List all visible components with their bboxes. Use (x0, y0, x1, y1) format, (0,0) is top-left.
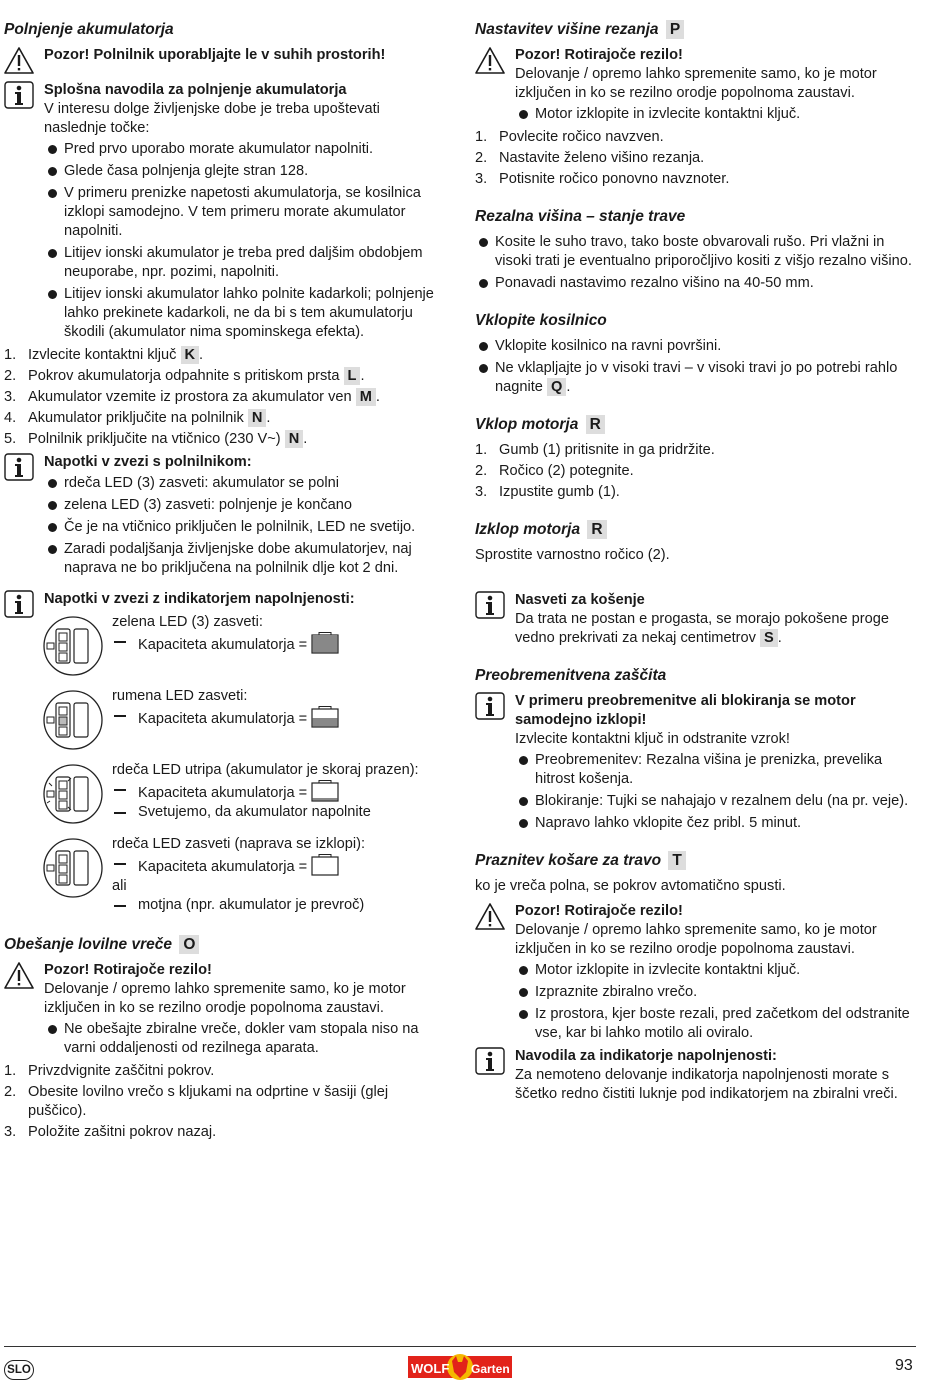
list-item: Izpraznite zbiralno vrečo. (515, 983, 915, 1002)
battery-icon (311, 706, 339, 728)
info-icon (475, 1047, 505, 1075)
height-warning (475, 46, 915, 124)
list-item: Ponavadi nastavimo rezalno višino na 40-50 mm. (475, 274, 915, 293)
left-column (4, 20, 446, 1160)
height-title-text: Nastavitev višine rezanja (475, 21, 659, 38)
step-text: Položite zašitni pokrov nazaj. (28, 1124, 217, 1140)
tips-section (475, 591, 915, 648)
step-text: Akumulator priključite na polnilnik (28, 410, 244, 426)
step-text: Pokrov akumulatorja odpahnite s pritiskom prsta (28, 368, 340, 384)
warning-icon (4, 46, 34, 74)
step-number: 3. (475, 484, 488, 500)
bag-steps (4, 1062, 446, 1142)
step-end: . (199, 347, 204, 363)
step-number: 1. (475, 129, 488, 145)
list-item: Ne obešajte zbiralne vreče, dokler vam stopala niso na varni oddaljenosti od rezilnega aparata. (44, 1020, 446, 1058)
wolf-garten-logo (408, 1352, 512, 1382)
list-item: Napravo lahko vklopite čez pribl. 5 minut. (515, 814, 915, 833)
step-text: Polnilnik priključite na vtičnico (230 V~) (28, 431, 281, 447)
motor-on-steps (475, 441, 915, 502)
general-intro: V interesu dolge življenjske dobe je treba upoštevati naslednje točke: (44, 101, 380, 136)
battery-icon (311, 854, 339, 876)
step-text: Obesite lovilno vrečo s kljukami na odprtine v šasiji (glej puščico). (28, 1084, 389, 1119)
warning-title: Pozor! Rotirajoče rezilo! (44, 962, 212, 978)
step-number: 3. (4, 389, 17, 405)
tips-text: Da trata ne postan e progasta, se morajo pokošene proge vedno prekrivati za nekaj centimetrov (515, 611, 890, 646)
fill-indicator-title: Navodila za indikatorje napolnjenosti: (515, 1048, 777, 1064)
empty-bag-section (475, 851, 915, 1104)
step-text: Privzdvignite zaščitni pokrov. (28, 1063, 215, 1079)
figure-badge: O (179, 935, 199, 954)
charging-section (4, 20, 446, 917)
warning-title: Pozor! Rotirajoče rezilo! (515, 47, 683, 63)
step-end: . (266, 410, 271, 426)
step-number: 3. (4, 1124, 17, 1140)
indicator-line-text: Kapaciteta akumulatorja = (138, 785, 308, 801)
list-item: Litijev ionski akumulator je treba pred daljšim obdobjem neuporabe, npr. pozimi, napolniti. (44, 244, 446, 282)
bag-title (4, 935, 446, 955)
step-end: . (360, 368, 365, 384)
indicator-line (112, 780, 446, 803)
charging-warning (4, 46, 446, 65)
list-item: Blokiranje: Tujki se nahajajo v rezalnem delu (na pr. veje). (515, 792, 915, 811)
list-item (475, 149, 915, 168)
tips-note (475, 591, 915, 648)
cut-height-bullets (475, 233, 915, 293)
list-item (475, 462, 915, 481)
general-bullets (44, 140, 446, 342)
info-icon (475, 591, 505, 619)
figure-badge: T (668, 851, 685, 870)
list-item: Pred prvo uporabo morate akumulator napolniti. (44, 140, 446, 159)
list-item: Zaradi podaljšanja življenjske dobe akumulatorjev, naj naprava ne bo priključena na polnilnik dlje kot 2 dni. (44, 540, 446, 578)
tips-title: Nasveti za košenje (515, 592, 645, 608)
battery-icon (311, 632, 339, 654)
warning-text: Delovanje / opremo lahko spremenite samo, ko je motor izključen in ko se rezilno orodje popolnoma zaustavi. (44, 981, 406, 1016)
step-number: 2. (4, 1084, 17, 1100)
figure-badge: S (760, 629, 778, 647)
engage-title: Vklopite kosilnico (475, 312, 607, 329)
step-number: 3. (475, 171, 488, 187)
svg-text:WOLF: WOLF (411, 1361, 450, 1376)
list-item: Motor izklopite in izvlecite kontaktni ključ. (515, 105, 915, 124)
indicator-line (112, 854, 446, 877)
fill-indicator-note (475, 1047, 915, 1104)
motor-on-title-text: Vklop motorja (475, 416, 579, 433)
step-text: Izpustite gumb (1). (499, 484, 620, 500)
step-number: 1. (4, 347, 17, 363)
charger-bullets (44, 474, 446, 578)
charger-note-title: Napotki v zvezi s polnilnikom: (44, 454, 252, 470)
warning-icon (475, 46, 505, 74)
step-number: 2. (4, 368, 17, 384)
info-icon (475, 692, 505, 720)
indicator-line (112, 632, 446, 655)
cut-height-section (475, 207, 915, 293)
battery-icon (311, 780, 339, 802)
step-number: 2. (475, 150, 488, 166)
motor-off-title (475, 520, 915, 540)
step-text: Gumb (1) pritisnite in ga pridržite. (499, 442, 715, 458)
step-end: . (303, 431, 308, 447)
figure-badge: N (285, 430, 304, 448)
warning-text: Delovanje / opremo lahko spremenite samo, ko je motor izključen in ko se rezilno orodje popolnoma zaustavi. (515, 66, 877, 101)
height-steps (475, 128, 915, 189)
indicator-heading: rumena LED zasveti: (112, 688, 248, 704)
list-item: Preobremenitev: Rezalna višina je prenizka, prevelika hitrost košenja. (515, 751, 915, 789)
charge-indicator-icon (42, 689, 104, 751)
step-text: Ročico (2) potegnite. (499, 463, 634, 479)
list-item: zelena LED (3) zasveti: polnjenje je končano (44, 496, 446, 515)
figure-badge: Q (547, 378, 566, 396)
indicator-heading: rdeča LED utripa (akumulator je skoraj prazen): (112, 762, 419, 778)
list-item: Motor izklopite in izvlecite kontaktni ključ. (515, 961, 915, 980)
indicator-row (4, 613, 446, 687)
list-item: Glede časa polnjenja glejte stran 128. (44, 162, 446, 181)
list-item: Če je na vtičnico priključen le polnilnik, LED ne svetijo. (44, 518, 446, 537)
warning-title: Pozor! Rotirajoče rezilo! (515, 903, 683, 919)
figure-badge: R (587, 520, 606, 539)
list-item: Vklopite kosilnico na ravni površini. (475, 337, 915, 356)
height-bullets (515, 105, 915, 124)
step-number: 4. (4, 410, 17, 426)
list-item (4, 409, 446, 428)
bullet-text: Ne vklapljajte jo v visoki travi – v visoki travi jo po potrebi rahlo nagnite (495, 360, 898, 395)
bag-warning (4, 961, 446, 1058)
figure-badge: K (181, 346, 200, 364)
list-item: rdeča LED (3) zasveti: akumulator se polni (44, 474, 446, 493)
step-text: Nastavite želeno višino rezanja. (499, 150, 705, 166)
list-item (4, 1062, 446, 1081)
info-icon (4, 453, 34, 481)
list-item: V primeru prenizke napetosti akumulatorja, se kosilnica izklopi samodejno. V tem primeru morate akumulator napolniti. (44, 184, 446, 241)
indicator-heading: rdeča LED zasveti (naprava se izklopi): (112, 836, 366, 852)
figure-badge: R (586, 415, 605, 434)
bag-title-text: Obešanje lovilne vreče (4, 936, 173, 953)
bag-bullets (44, 1020, 446, 1058)
indicator-line-text: Kapaciteta akumulatorja = (138, 859, 308, 875)
empty-bag-title-text: Praznitev košare za travo (475, 852, 662, 869)
indicator-note (4, 590, 446, 609)
motor-off-text: Sprostite varnostno ročico (2). (475, 547, 670, 563)
list-item: Litijev ionski akumulator lahko polnite kadarkoli; polnjenje lahko prekinete kadarkoli, ne da bi s tem akumulatorju škodili (akumulator nima spominskega efekta). (44, 285, 446, 342)
list-item (475, 170, 915, 189)
list-item (4, 430, 446, 449)
fill-indicator-text: Za nemoteno delovanje indikatorja napolnjenosti morate s ščetko redno čistiti luknje pod indikatorjem na zbiralni vreči. (515, 1067, 898, 1102)
list-item (4, 388, 446, 407)
indicator-row (4, 761, 446, 835)
height-title (475, 20, 915, 40)
charger-note (4, 453, 446, 578)
charging-steps (4, 346, 446, 449)
charging-general-note (4, 81, 446, 342)
tips-text-wrap: Da trata ne postan e progasta, se morajo pokošene proge vedno prekrivati za nekaj centimetrov S . (515, 611, 890, 646)
info-icon (4, 81, 34, 109)
engage-bullets (475, 337, 915, 397)
indicator-row (4, 835, 446, 917)
overload-note-title: V primeru preobremenitve ali blokiranja se motor samodejno izklopi! (515, 693, 856, 728)
warning-icon (4, 961, 34, 989)
charging-warning-text: Pozor! Polnilnik uporabljajte le v suhih prostorih! (44, 47, 386, 63)
general-title: Splošna navodila za polnjenje akumulatorja (44, 82, 347, 98)
overload-note (475, 692, 915, 833)
empty-bag-title (475, 851, 915, 871)
charging-title: Polnjenje akumulatorja (4, 21, 174, 38)
motor-off-title-text: Izklop motorja (475, 521, 581, 538)
warning-text: Delovanje / opremo lahko spremenite samo, ko je motor izključen in ko se rezilno orodje popolnoma zaustavi. (515, 922, 877, 957)
step-text: Izvlecite kontaktni ključ (28, 347, 177, 363)
motor-on-title (475, 415, 915, 435)
svg-text:Garten: Garten (471, 1362, 510, 1376)
charge-indicator-icon (42, 837, 104, 899)
step-end: . (375, 389, 380, 405)
indicator-line: motjna (npr. akumulator je prevroč) (112, 896, 446, 915)
right-column (475, 20, 915, 1122)
indicator-note-title: Napotki v zvezi z indikatorjem napolnjenosti: (44, 591, 355, 607)
indicator-list (4, 613, 446, 917)
page-number: 93 (895, 1357, 913, 1374)
charge-indicator-icon (42, 763, 104, 825)
indicator-line-text: Kapaciteta akumulatorja = (138, 637, 308, 653)
indicator-line (112, 706, 446, 729)
list-item (4, 1083, 446, 1121)
step-text: Povlecite ročico navzven. (499, 129, 664, 145)
list-item (4, 367, 446, 386)
motor-off-section (475, 520, 915, 565)
empty-bag-warning (475, 902, 915, 1043)
step-text: Potisnite ročico ponovno navznoter. (499, 171, 730, 187)
step-number: 2. (475, 463, 488, 479)
step-number: 5. (4, 431, 17, 447)
overload-title: Preobremenitvena zaščita (475, 667, 667, 684)
overload-section (475, 666, 915, 833)
indicator-line (112, 803, 446, 822)
footer-divider (4, 1346, 916, 1347)
figure-badge: L (344, 367, 361, 385)
bag-section (4, 935, 446, 1142)
step-number: 1. (475, 442, 488, 458)
empty-bag-intro: ko je vreča polna, se pokrov avtomatično spusti. (475, 878, 786, 894)
list-item (4, 1123, 446, 1142)
empty-bag-bullets (515, 961, 915, 1043)
height-section (475, 20, 915, 189)
indicator-row (4, 687, 446, 761)
list-item: Iz prostora, kjer boste rezali, pred začetkom del odstranite vse, kar bi lahko motilo ali oviralo. (515, 1005, 915, 1043)
list-item (475, 483, 915, 502)
motor-on-section (475, 415, 915, 502)
figure-badge: N (248, 409, 267, 427)
step-text: Akumulator vzemite iz prostora za akumulator ven (28, 389, 352, 405)
list-item: Ne vklapljajte jo v visoki travi – v visoki travi jo po potrebi rahlo nagnite Q . (475, 359, 915, 397)
country-badge: SLO (4, 1360, 34, 1380)
overload-bullets (515, 751, 915, 833)
charge-indicator-icon (42, 615, 104, 677)
list-item (475, 128, 915, 147)
overload-note-text: Izvlecite kontaktni ključ in odstranite vzrok! (515, 731, 790, 747)
engage-section (475, 311, 915, 397)
list-item (475, 441, 915, 460)
cut-height-title: Rezalna višina – stanje trave (475, 208, 686, 225)
figure-badge: M (356, 388, 376, 406)
indicator-line-text: Kapaciteta akumulatorja = (138, 711, 308, 727)
indicator-heading: zelena LED (3) zasveti: (112, 614, 263, 630)
step-number: 1. (4, 1063, 17, 1079)
indicator-or: ali (112, 878, 127, 894)
warning-icon (475, 902, 505, 930)
list-item: Kosite le suho travo, tako boste obvarovali rušo. Pri vlažni in visoki trati je eventualno priporočljivo kositi z višjo rezalno višino. (475, 233, 915, 271)
list-item (4, 346, 446, 365)
figure-badge: P (666, 20, 684, 39)
indicator-line-text: Svetujemo, da akumulator napolnite (138, 804, 371, 820)
